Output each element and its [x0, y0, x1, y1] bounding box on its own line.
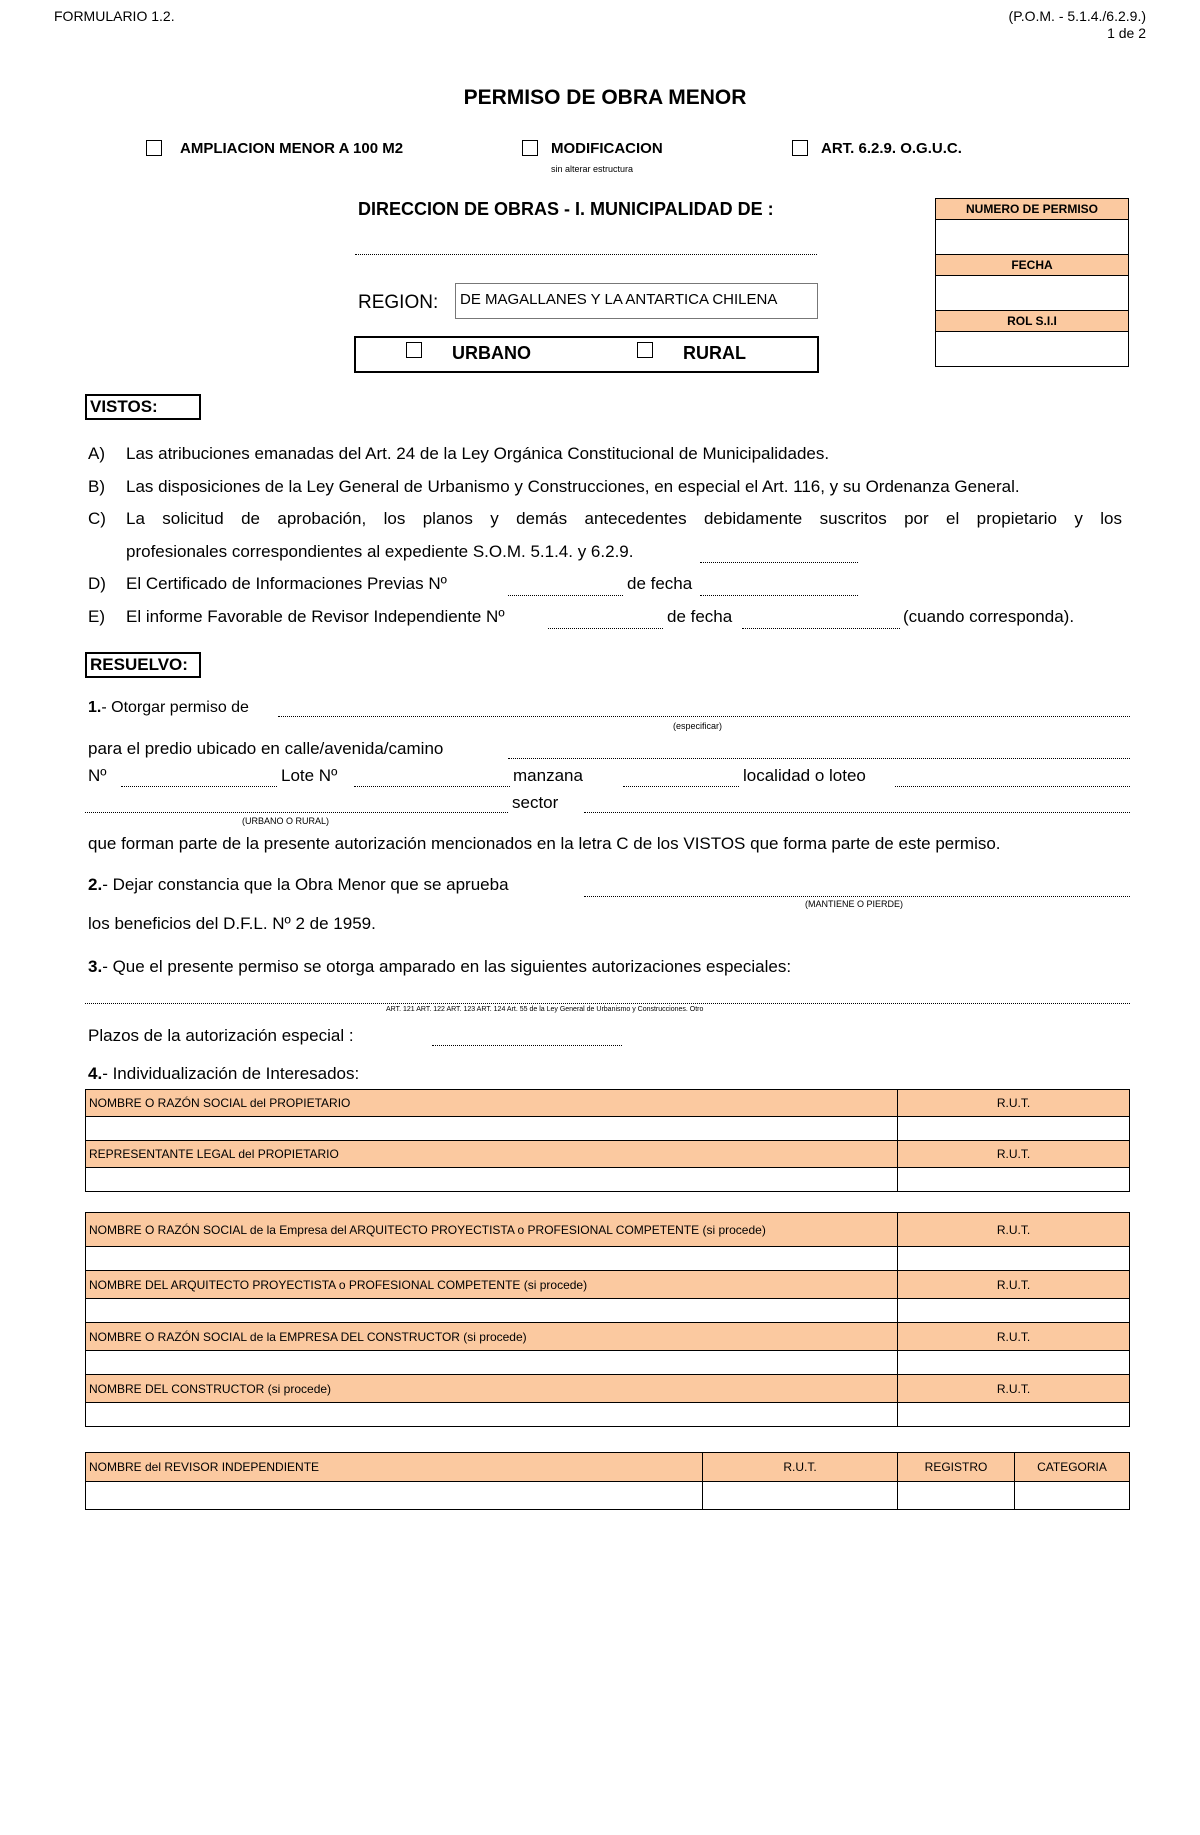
forman-parte-text: que forman parte de la presente autorización mencionados en la letra C de los VISTOS que forma parte de este permiso.	[88, 834, 1001, 853]
plazos-field[interactable]	[432, 1045, 622, 1046]
localidad-field[interactable]	[895, 786, 1130, 787]
urbano-checkbox[interactable]	[406, 342, 422, 358]
calle-field[interactable]	[508, 758, 1130, 759]
numero-field[interactable]	[121, 786, 277, 787]
rut-header: R.U.T.	[898, 1213, 1130, 1247]
categoria-header: CATEGORIA	[1015, 1453, 1130, 1482]
revisor-report-number-field[interactable]	[548, 628, 663, 629]
region-field[interactable]: DE MAGALLANES Y LA ANTARTICA CHILENA	[455, 283, 818, 319]
vistos-b-text: Las disposiciones de la Ley General de Urbanismo y Construcciones, en especial el Art. 116, y su Ordenanza General.	[126, 477, 1020, 496]
revisor-categoria-field[interactable]	[1015, 1482, 1130, 1510]
direccion-label: DIRECCION DE OBRAS - I. MUNICIPALIDAD DE :	[358, 199, 774, 219]
urbano-label: URBANO	[452, 343, 531, 363]
vistos-e-fecha: de fecha	[667, 607, 733, 626]
modificacion-checkbox[interactable]	[522, 140, 538, 156]
resuelvo-3-number: 3.	[88, 957, 103, 976]
fecha-label: FECHA	[936, 255, 1129, 276]
resuelvo-2-line	[88, 875, 509, 895]
rural-checkbox[interactable]	[637, 342, 653, 358]
vistos-b-letter: B)	[88, 477, 105, 496]
constructor-header: NOMBRE DEL CONSTRUCTOR (si procede)	[86, 1375, 898, 1403]
rol-sii-label: ROL S.I.I	[936, 311, 1129, 332]
form-code-block	[1009, 8, 1146, 42]
expediente-field[interactable]	[700, 562, 858, 563]
fecha-field[interactable]	[936, 276, 1129, 311]
vistos-c-text2: profesionales correspondientes al expediente S.O.M. 5.1.4. y 6.2.9.	[126, 542, 634, 561]
rut-header: R.U.T.	[898, 1141, 1130, 1168]
arquitecto-rut-field[interactable]	[898, 1299, 1130, 1323]
resuelvo-2-number: 2.	[88, 875, 103, 894]
resuelvo-1-text: - Otorgar permiso de	[101, 699, 249, 716]
empresa-constructor-rut-field[interactable]	[898, 1351, 1130, 1375]
revisor-name-field[interactable]	[86, 1482, 703, 1510]
rural-label: RURAL	[683, 343, 746, 363]
registro-header: REGISTRO	[898, 1453, 1015, 1482]
resuelvo-1-line	[88, 699, 249, 717]
propietario-table	[85, 1089, 1130, 1192]
vistos-a-text: Las atribuciones emanadas del Art. 24 de la Ley Orgánica Constitucional de Municipalidades.	[126, 444, 830, 463]
cip-number-field[interactable]	[508, 595, 623, 596]
page-title: PERMISO DE OBRA MENOR	[463, 86, 747, 109]
vistos-d-fecha: de fecha	[627, 574, 693, 593]
arquitecto-field[interactable]	[86, 1299, 898, 1323]
empresa-constructor-header: NOMBRE O RAZÓN SOCIAL de la EMPRESA DEL CONSTRUCTOR (si procede)	[86, 1323, 898, 1351]
rol-sii-field[interactable]	[936, 332, 1129, 367]
sector-label: sector	[512, 793, 559, 812]
urbano-rural-field[interactable]	[85, 812, 508, 813]
form-code: (P.O.M. - 5.1.4./6.2.9.)	[1008, 8, 1146, 24]
permiso-obra-field[interactable]	[278, 716, 1130, 717]
rut-header: R.U.T.	[898, 1323, 1130, 1351]
lote-field[interactable]	[354, 786, 510, 787]
vistos-c-text1: La solicitud de aprobación, los planos y demás antecedentes debidamente suscritos por el propietario y los	[126, 509, 1122, 528]
permit-box	[935, 198, 1129, 367]
revisor-rut-field[interactable]	[703, 1482, 898, 1510]
vistos-heading: VISTOS:	[85, 394, 201, 420]
municipalidad-field[interactable]	[355, 254, 817, 255]
page-number: 1 de 2	[1107, 25, 1146, 41]
resuelvo-1-number: 1.	[88, 699, 102, 716]
vistos-d-letter: D)	[88, 574, 106, 593]
form-id: FORMULARIO 1.2.	[54, 8, 175, 24]
resuelvo-2-text: - Dejar constancia que la Obra Menor que se aprueba	[102, 875, 509, 894]
sector-field[interactable]	[584, 812, 1130, 813]
autorizaciones-hint: ART. 121 ART. 122 ART. 123 ART. 124 Art. 55 de la Ley General de Urbanismo y Construcciones. Otro	[386, 1006, 704, 1013]
vistos-e-letter: E)	[88, 607, 105, 626]
manzana-label: manzana	[513, 766, 583, 785]
profesionales-table	[85, 1212, 1130, 1427]
cip-date-field[interactable]	[700, 595, 858, 596]
vistos-c-letter: C)	[88, 509, 106, 528]
modificacion-note: sin alterar estructura	[551, 164, 634, 174]
urbano-rural-hint: (URBANO O RURAL)	[242, 816, 330, 826]
empresa-arquitecto-rut-field[interactable]	[898, 1247, 1130, 1271]
art-629-checkbox[interactable]	[792, 140, 808, 156]
resuelvo-4-text: - Individualización de Interesados:	[102, 1064, 360, 1083]
region-label: REGION:	[358, 292, 439, 313]
mantiene-pierde-hint: (MANTIENE O PIERDE)	[805, 899, 904, 909]
vistos-a-letter: A)	[88, 444, 105, 463]
plazos-label: Plazos de la autorización especial :	[88, 1026, 354, 1045]
propietario-rut-field[interactable]	[898, 1117, 1130, 1141]
mantiene-pierde-field[interactable]	[584, 896, 1130, 897]
ampliacion-label: AMPLIACION MENOR A 100 M2	[180, 140, 404, 157]
representante-name-field[interactable]	[86, 1168, 898, 1192]
empresa-arquitecto-field[interactable]	[86, 1247, 898, 1271]
rut-header: R.U.T.	[898, 1271, 1130, 1299]
revisor-registro-field[interactable]	[898, 1482, 1015, 1510]
constructor-rut-field[interactable]	[898, 1403, 1130, 1427]
modificacion-label: MODIFICACION	[551, 140, 663, 157]
resuelvo-heading: RESUELVO:	[85, 652, 201, 678]
vistos-e-note: (cuando corresponda).	[903, 607, 1075, 626]
resuelvo-4-line	[88, 1064, 359, 1084]
resuelvo-4-number: 4.	[88, 1064, 103, 1083]
numero-permiso-label: NUMERO DE PERMISO	[936, 199, 1129, 220]
vistos-e-text: El informe Favorable de Revisor Independiente Nº	[126, 607, 505, 626]
urbano-rural-box	[354, 336, 819, 373]
vistos-d-text: El Certificado de Informaciones Previas Nº	[126, 574, 447, 593]
manzana-field[interactable]	[623, 786, 739, 787]
representante-header: REPRESENTANTE LEGAL del PROPIETARIO	[86, 1141, 898, 1168]
localidad-label: localidad o loteo	[743, 766, 866, 785]
autorizaciones-field[interactable]	[85, 1003, 1130, 1004]
constructor-field[interactable]	[86, 1403, 898, 1427]
rut-header: R.U.T.	[898, 1375, 1130, 1403]
ampliacion-checkbox[interactable]	[146, 140, 162, 156]
predio-label: para el predio ubicado en calle/avenida/camino	[88, 739, 444, 758]
revisor-report-date-field[interactable]	[742, 628, 900, 629]
resuelvo-3-text: - Que el presente permiso se otorga amparado en las siguientes autorizaciones especiales:	[102, 957, 792, 976]
resuelvo-2-text2: los beneficios del D.F.L. Nº 2 de 1959.	[88, 914, 376, 933]
arquitecto-header: NOMBRE DEL ARQUITECTO PROYECTISTA o PROFESIONAL COMPETENTE (si procede)	[86, 1271, 898, 1299]
empresa-constructor-field[interactable]	[86, 1351, 898, 1375]
lote-label: Lote Nº	[281, 766, 338, 785]
art-629-label: ART. 6.2.9. O.G.U.C.	[821, 140, 962, 157]
propietario-name-field[interactable]	[86, 1117, 898, 1141]
especificar-hint: (especificar)	[673, 721, 723, 731]
representante-rut-field[interactable]	[898, 1168, 1130, 1192]
empresa-arquitecto-header: NOMBRE O RAZÓN SOCIAL de la Empresa del ARQUITECTO PROYECTISTA o PROFESIONAL COMPETENTE (si procede)	[86, 1213, 898, 1247]
revisor-table	[85, 1452, 1130, 1510]
numero-permiso-field[interactable]	[936, 220, 1129, 255]
numero-label: Nº	[88, 766, 107, 785]
resuelvo-3-line	[88, 957, 791, 977]
rut-header: R.U.T.	[898, 1090, 1130, 1117]
revisor-header: NOMBRE del REVISOR INDEPENDIENTE	[86, 1453, 703, 1482]
propietario-header: NOMBRE O RAZÓN SOCIAL del PROPIETARIO	[86, 1090, 898, 1117]
rut-header: R.U.T.	[703, 1453, 898, 1482]
